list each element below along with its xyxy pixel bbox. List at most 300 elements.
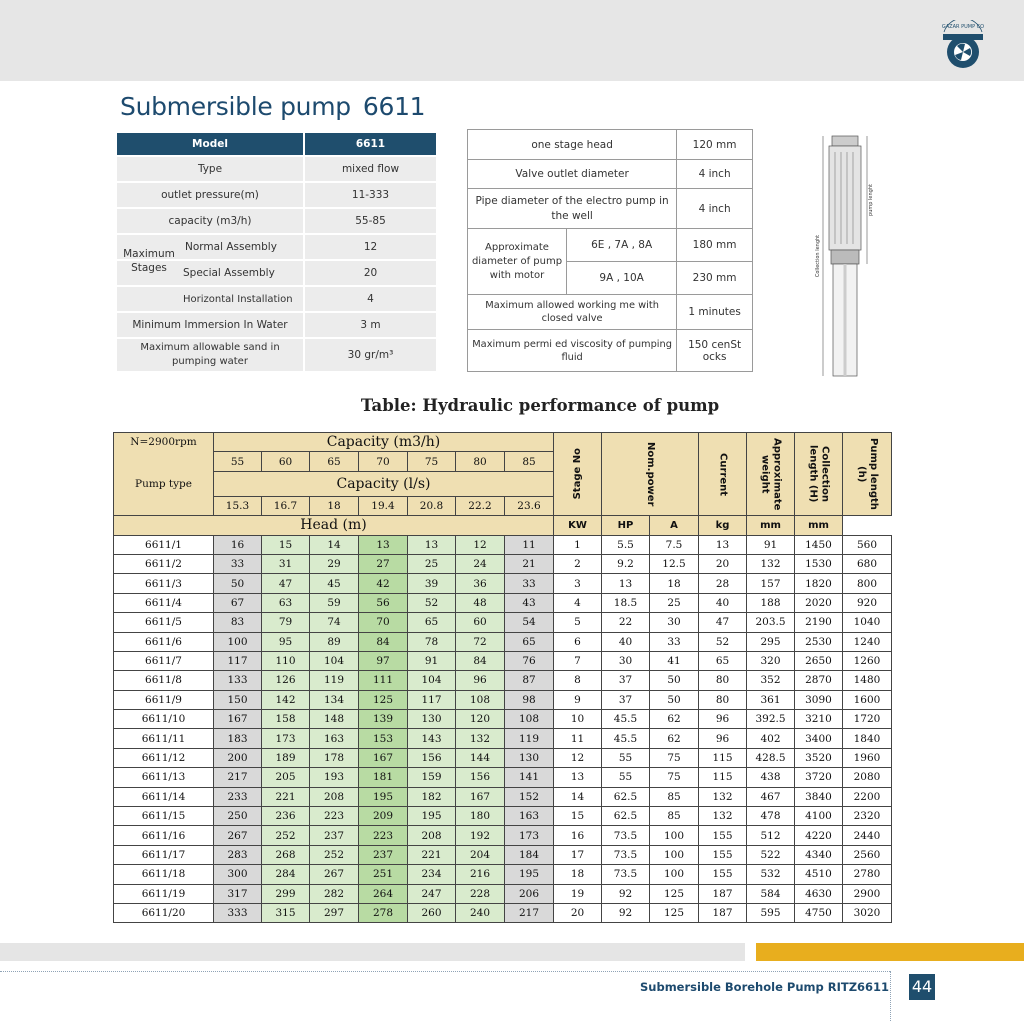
head-cell: 130 [505, 748, 554, 767]
spec-cell: 25 [650, 593, 699, 612]
head-cell: 13 [408, 535, 456, 554]
footer-text: Submersible Borehole Pump RITZ6611 [640, 980, 890, 994]
spec-table-right: one stage head 120 mm Valve outlet diameter 4 inch Pipe diameter of the electro pump in the well 4 inch Approximate diameter of pump with motor 6E , 7A , 8A 180 mm 9A , 10A 230 mm Maximum allowed working me with closed valve 1 minutes Maximum permi ed viscosity of pumping fluid 150 cenSt ocks [467, 129, 753, 372]
table-row [114, 574, 892, 593]
head-cell: 315 [262, 903, 310, 922]
spec-cell: 100 [650, 826, 699, 845]
head-cell: 195 [408, 807, 456, 826]
head-cell: 87 [505, 671, 554, 690]
spec-cell: 2560 [843, 845, 892, 864]
spec-cell: 45.5 [602, 729, 650, 748]
table-row [114, 593, 892, 612]
head-cell: 96 [456, 671, 505, 690]
spec-cell: 8 [554, 671, 602, 690]
spec-cell: 62 [650, 710, 699, 729]
spec-cell: 1450 [795, 535, 843, 554]
spec-cell: 438 [747, 768, 795, 787]
spec-cell: 12.5 [650, 554, 699, 573]
collection-header: Collection length (H) [795, 433, 843, 516]
pump-type-cell: 6611/5 [114, 613, 214, 632]
spec-cell: 2 [554, 554, 602, 573]
spec-cell: 4340 [795, 845, 843, 864]
pump-type-cell: 6611/6 [114, 632, 214, 651]
spec-cell: 75 [650, 748, 699, 767]
pump-type-cell: 6611/14 [114, 787, 214, 806]
spec-cell: 2320 [843, 807, 892, 826]
spec-cell: 584 [747, 884, 795, 903]
head-cell: 163 [310, 729, 359, 748]
head-cell: 65 [408, 613, 456, 632]
spec-cell: 73.5 [602, 845, 650, 864]
head-cell: 48 [456, 593, 505, 612]
unit-cell: kg [699, 516, 747, 535]
pump-length-label: pump lenght [868, 184, 874, 216]
head-label: Head (m) [114, 516, 554, 535]
spec-cell: 15 [554, 807, 602, 826]
spec-cell: 4750 [795, 903, 843, 922]
table-row [114, 903, 892, 922]
spec-cell: 3720 [795, 768, 843, 787]
head-cell: 234 [408, 865, 456, 884]
head-cell: 217 [214, 768, 262, 787]
head-cell: 333 [214, 903, 262, 922]
spec-cell: 96 [699, 729, 747, 748]
spec-cell: 2080 [843, 768, 892, 787]
head-cell: 72 [456, 632, 505, 651]
spec-cell: 680 [843, 554, 892, 573]
head-cell: 189 [262, 748, 310, 767]
current-header: Current [699, 433, 747, 516]
head-cell: 125 [359, 690, 408, 709]
head-cell: 126 [262, 671, 310, 690]
head-cell: 31 [262, 554, 310, 573]
spec-cell: 80 [699, 690, 747, 709]
head-cell: 180 [456, 807, 505, 826]
head-cell: 267 [310, 865, 359, 884]
spec-cell: 91 [747, 535, 795, 554]
head-cell: 178 [310, 748, 359, 767]
top-band [0, 0, 1024, 81]
head-cell: 84 [359, 632, 408, 651]
head-cell: 221 [408, 845, 456, 864]
spec-cell: 100 [650, 845, 699, 864]
cap-ls-value: 20.8 [408, 496, 456, 515]
head-cell: 65 [505, 632, 554, 651]
spec-cell: 392.5 [747, 710, 795, 729]
spec-cell: 157 [747, 574, 795, 593]
head-cell: 150 [214, 690, 262, 709]
spec-cell: 5.5 [602, 535, 650, 554]
spec-cell: 52 [699, 632, 747, 651]
spec-cell: 28 [699, 574, 747, 593]
spec-cell: 73.5 [602, 865, 650, 884]
collection-length-label: Collection lenght [815, 234, 821, 278]
head-cell: 193 [310, 768, 359, 787]
head-cell: 63 [262, 593, 310, 612]
head-cell: 120 [456, 710, 505, 729]
footer-rule [0, 971, 890, 972]
speed-cell: N=2900rpm [114, 433, 214, 452]
spec-cell: 30 [602, 651, 650, 670]
head-cell: 67 [214, 593, 262, 612]
head-cell: 237 [310, 826, 359, 845]
head-cell: 36 [456, 574, 505, 593]
head-cell: 260 [408, 903, 456, 922]
spec-cell: 132 [747, 554, 795, 573]
spec-cell: 9 [554, 690, 602, 709]
spec-cell: 18 [650, 574, 699, 593]
head-cell: 192 [456, 826, 505, 845]
spec-cell: 3210 [795, 710, 843, 729]
head-cell: 283 [214, 845, 262, 864]
spec-cell: 1720 [843, 710, 892, 729]
table-title: Table: Hydraulic performance of pump [360, 396, 720, 415]
cap-ls-value: 16.7 [262, 496, 310, 515]
spec-cell: 40 [602, 632, 650, 651]
spec-cell: 33 [650, 632, 699, 651]
spec-cell: 37 [602, 671, 650, 690]
spec-cell: 85 [650, 787, 699, 806]
spec-cell: 19 [554, 884, 602, 903]
head-cell: 119 [505, 729, 554, 748]
head-cell: 264 [359, 884, 408, 903]
spec-cell: 17 [554, 845, 602, 864]
spec-cell: 560 [843, 535, 892, 554]
spec-cell: 3840 [795, 787, 843, 806]
head-cell: 252 [262, 826, 310, 845]
head-cell: 70 [359, 613, 408, 632]
head-cell: 91 [408, 651, 456, 670]
footer-divider [890, 971, 891, 1021]
head-cell: 104 [408, 671, 456, 690]
head-cell: 50 [214, 574, 262, 593]
bottom-band-gray [0, 943, 745, 961]
spec-cell: 37 [602, 690, 650, 709]
spec-cell: 12 [554, 748, 602, 767]
pump-drawing [815, 130, 875, 386]
spec-cell: 187 [699, 884, 747, 903]
spec-cell: 55 [602, 748, 650, 767]
spec-cell: 595 [747, 903, 795, 922]
spec-cell: 2870 [795, 671, 843, 690]
spec-cell: 5 [554, 613, 602, 632]
spec-cell: 125 [650, 903, 699, 922]
spec-cell: 3090 [795, 690, 843, 709]
spec-cell: 13 [554, 768, 602, 787]
spec-cell: 20 [554, 903, 602, 922]
table-row [114, 768, 892, 787]
spec-cell: 14 [554, 787, 602, 806]
head-cell: 132 [456, 729, 505, 748]
table-row [114, 884, 892, 903]
head-cell: 59 [310, 593, 359, 612]
head-cell: 13 [359, 535, 408, 554]
cap-m3h-value: 60 [262, 452, 310, 471]
pump-type-cell: 6611/18 [114, 865, 214, 884]
cap-m3h-value: 55 [214, 452, 262, 471]
spec-cell: 65 [699, 651, 747, 670]
table-row [114, 807, 892, 826]
head-cell: 236 [262, 807, 310, 826]
head-cell: 206 [505, 884, 554, 903]
spec-cell: 1820 [795, 574, 843, 593]
head-cell: 233 [214, 787, 262, 806]
spec-cell: 115 [699, 768, 747, 787]
head-cell: 221 [262, 787, 310, 806]
head-cell: 45 [310, 574, 359, 593]
spec-cell: 402 [747, 729, 795, 748]
nom-power-header: Nom.power [602, 433, 699, 516]
head-cell: 12 [456, 535, 505, 554]
page-title: Submersible pump 6611 [120, 92, 426, 121]
spec-cell: 30 [650, 613, 699, 632]
head-cell: 167 [359, 748, 408, 767]
spec-cell: 45.5 [602, 710, 650, 729]
spec-cell: 18.5 [602, 593, 650, 612]
head-cell: 184 [505, 845, 554, 864]
head-cell: 144 [456, 748, 505, 767]
pump-type-cell: 6611/12 [114, 748, 214, 767]
spec-cell: 13 [699, 535, 747, 554]
spec-cell: 40 [699, 593, 747, 612]
head-cell: 237 [359, 845, 408, 864]
head-cell: 252 [310, 845, 359, 864]
max-stages-label: Maximum Stages [123, 248, 175, 274]
head-cell: 117 [408, 690, 456, 709]
pump-type-cell: 6611/16 [114, 826, 214, 845]
spec-cell: 4510 [795, 865, 843, 884]
spec-cell: 478 [747, 807, 795, 826]
table-row [114, 845, 892, 864]
pump-type-cell: 6611/10 [114, 710, 214, 729]
cap-ls-value: 18 [310, 496, 359, 515]
head-cell: 173 [262, 729, 310, 748]
table-row [114, 787, 892, 806]
spec-cell: 1600 [843, 690, 892, 709]
cap-ls-value: 19.4 [359, 496, 408, 515]
spec-cell: 428.5 [747, 748, 795, 767]
head-cell: 156 [408, 748, 456, 767]
table-row [114, 748, 892, 767]
table-row [114, 865, 892, 884]
cap-m3h-value: 70 [359, 452, 408, 471]
head-cell: 141 [505, 768, 554, 787]
page-number: 44 [909, 974, 935, 1000]
pump-type-cell: 6611/8 [114, 671, 214, 690]
head-cell: 21 [505, 554, 554, 573]
cap-m3h-value: 65 [310, 452, 359, 471]
head-cell: 247 [408, 884, 456, 903]
head-cell: 216 [456, 865, 505, 884]
table-row [114, 613, 892, 632]
head-cell: 158 [262, 710, 310, 729]
table-row [114, 690, 892, 709]
table-row [114, 729, 892, 748]
spec-cell: 132 [699, 807, 747, 826]
head-cell: 148 [310, 710, 359, 729]
head-cell: 205 [262, 768, 310, 787]
spec-cell: 18 [554, 865, 602, 884]
head-cell: 217 [505, 903, 554, 922]
head-cell: 108 [505, 710, 554, 729]
head-cell: 152 [505, 787, 554, 806]
spec-cell: 7 [554, 651, 602, 670]
spec-cell: 4100 [795, 807, 843, 826]
head-cell: 167 [456, 787, 505, 806]
head-cell: 100 [214, 632, 262, 651]
pump-type-label: Pump type [114, 452, 214, 516]
head-cell: 108 [456, 690, 505, 709]
spec-cell: 1 [554, 535, 602, 554]
head-cell: 42 [359, 574, 408, 593]
head-cell: 251 [359, 865, 408, 884]
spec-cell: 2190 [795, 613, 843, 632]
head-cell: 250 [214, 807, 262, 826]
table-row [114, 535, 892, 554]
svg-text:GAZAR PUMP CO: GAZAR PUMP CO [941, 24, 985, 30]
cap-ls-value: 23.6 [505, 496, 554, 515]
head-cell: 282 [310, 884, 359, 903]
cap-ls-value: 22.2 [456, 496, 505, 515]
pump-type-cell: 6611/3 [114, 574, 214, 593]
unit-cell: A [650, 516, 699, 535]
head-cell: 117 [214, 651, 262, 670]
spec-cell: 92 [602, 884, 650, 903]
cap-ls-label: Capacity (l/s) [214, 471, 554, 496]
spec-cell: 7.5 [650, 535, 699, 554]
head-cell: 200 [214, 748, 262, 767]
head-cell: 60 [456, 613, 505, 632]
head-cell: 134 [310, 690, 359, 709]
pump-type-cell: 6611/1 [114, 535, 214, 554]
head-cell: 267 [214, 826, 262, 845]
head-cell: 76 [505, 651, 554, 670]
head-cell: 27 [359, 554, 408, 573]
spec-cell: 6 [554, 632, 602, 651]
head-cell: 104 [310, 651, 359, 670]
head-cell: 33 [505, 574, 554, 593]
unit-cell: mm [747, 516, 795, 535]
spec-cell: 187 [699, 903, 747, 922]
spec-cell: 2900 [843, 884, 892, 903]
head-cell: 83 [214, 613, 262, 632]
head-cell: 223 [359, 826, 408, 845]
head-cell: 78 [408, 632, 456, 651]
head-cell: 300 [214, 865, 262, 884]
spec-cell: 4220 [795, 826, 843, 845]
head-cell: 139 [359, 710, 408, 729]
spec-cell: 115 [699, 748, 747, 767]
pump-type-cell: 6611/2 [114, 554, 214, 573]
stage-no-header: Stage No [554, 433, 602, 516]
spec-cell: 3 [554, 574, 602, 593]
spec-cell: 2650 [795, 651, 843, 670]
spec-cell: 155 [699, 865, 747, 884]
spec-cell: 75 [650, 768, 699, 787]
spec-cell: 2020 [795, 593, 843, 612]
pump-type-cell: 6611/15 [114, 807, 214, 826]
spec-cell: 13 [602, 574, 650, 593]
head-cell: 119 [310, 671, 359, 690]
head-cell: 228 [456, 884, 505, 903]
head-cell: 268 [262, 845, 310, 864]
spec-cell: 361 [747, 690, 795, 709]
table-row [114, 632, 892, 651]
head-cell: 278 [359, 903, 408, 922]
head-cell: 14 [310, 535, 359, 554]
head-cell: 240 [456, 903, 505, 922]
spec-cell: 73.5 [602, 826, 650, 845]
spec-cell: 320 [747, 651, 795, 670]
head-cell: 98 [505, 690, 554, 709]
spec-cell: 1530 [795, 554, 843, 573]
spec-cell: 47 [699, 613, 747, 632]
spec-cell: 80 [699, 671, 747, 690]
spec-cell: 3520 [795, 748, 843, 767]
spec-cell: 522 [747, 845, 795, 864]
spec-cell: 10 [554, 710, 602, 729]
head-cell: 74 [310, 613, 359, 632]
spec-cell: 9.2 [602, 554, 650, 573]
spec-cell: 132 [699, 787, 747, 806]
spec-cell: 92 [602, 903, 650, 922]
spec-cell: 2530 [795, 632, 843, 651]
head-cell: 167 [214, 710, 262, 729]
head-cell: 47 [262, 574, 310, 593]
spec-cell: 85 [650, 807, 699, 826]
spec-cell: 800 [843, 574, 892, 593]
spec-cell: 2440 [843, 826, 892, 845]
spec-cell: 125 [650, 884, 699, 903]
pump-type-cell: 6611/7 [114, 651, 214, 670]
table-row [114, 554, 892, 573]
cap-m3h-value: 80 [456, 452, 505, 471]
spec-cell: 155 [699, 845, 747, 864]
spec-cell: 532 [747, 865, 795, 884]
spec-cell: 16 [554, 826, 602, 845]
head-cell: 297 [310, 903, 359, 922]
head-cell: 39 [408, 574, 456, 593]
head-cell: 183 [214, 729, 262, 748]
spec-cell: 100 [650, 865, 699, 884]
spec-cell: 20 [699, 554, 747, 573]
spec-cell: 50 [650, 690, 699, 709]
spec-cell: 2780 [843, 865, 892, 884]
cap-m3h-value: 75 [408, 452, 456, 471]
spec-cell: 96 [699, 710, 747, 729]
table-row [114, 651, 892, 670]
pump-type-cell: 6611/17 [114, 845, 214, 864]
head-cell: 317 [214, 884, 262, 903]
pump-type-cell: 6611/4 [114, 593, 214, 612]
spec-cell: 62 [650, 729, 699, 748]
head-cell: 153 [359, 729, 408, 748]
head-cell: 29 [310, 554, 359, 573]
pump-type-cell: 6611/13 [114, 768, 214, 787]
spec-cell: 4 [554, 593, 602, 612]
head-cell: 11 [505, 535, 554, 554]
spec-cell: 1240 [843, 632, 892, 651]
spec-cell: 155 [699, 826, 747, 845]
head-cell: 133 [214, 671, 262, 690]
cap-m3h-value: 85 [505, 452, 554, 471]
spec-cell: 4630 [795, 884, 843, 903]
head-cell: 181 [359, 768, 408, 787]
pump-type-cell: 6611/20 [114, 903, 214, 922]
spec-cell: 11 [554, 729, 602, 748]
pump-length-header: Pump length (h) [843, 433, 892, 516]
head-cell: 24 [456, 554, 505, 573]
